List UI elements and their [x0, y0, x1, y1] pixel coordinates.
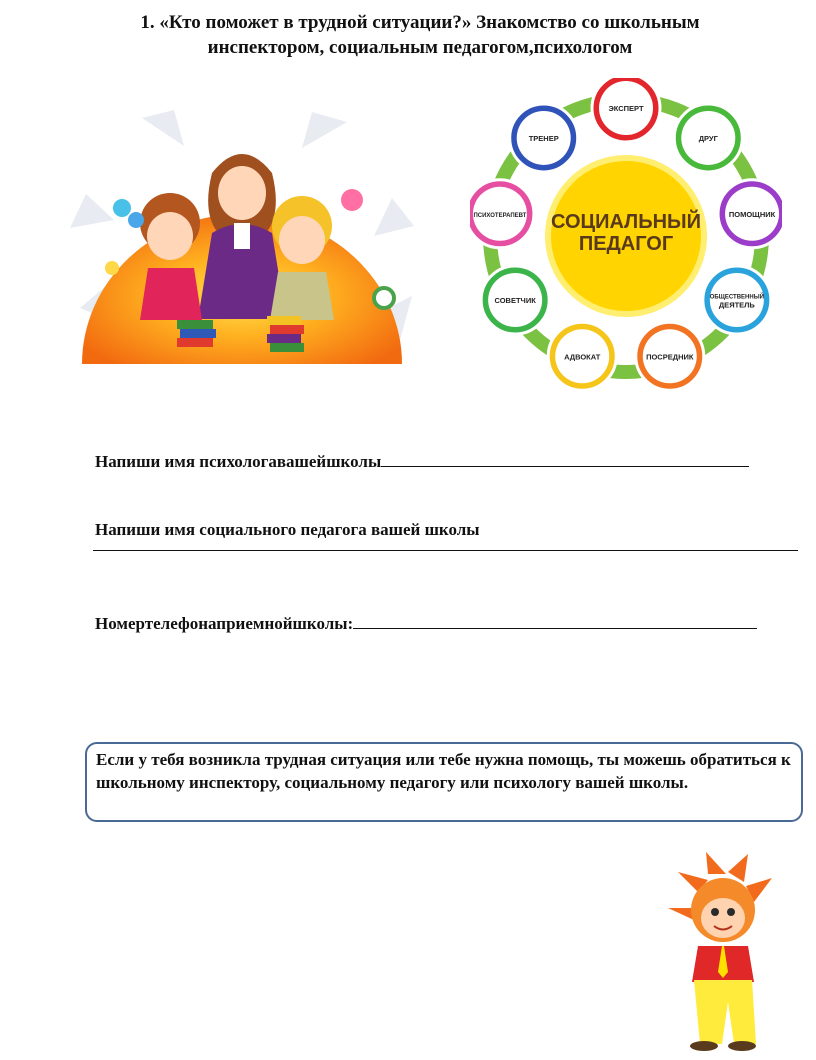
psychologist-question-label: Напиши имя психологавашейшколы — [95, 452, 382, 471]
role-label: ЭКСПЕРТ — [608, 104, 644, 113]
help-note-box: Если у тебя возникла трудная ситуация или тебе нужна помощь, ты можешь обратиться к школьному инспектору, социальному педагогу или психологу вашей школы. — [85, 742, 803, 822]
role-label: ПОМОЩНИК — [728, 209, 776, 219]
psychologist-answer-line[interactable] — [381, 452, 749, 467]
role-label: ТРЕНЕР — [528, 133, 559, 143]
role-label: ДРУГ — [698, 133, 718, 143]
role-label: АДВОКАТ — [564, 352, 601, 362]
diagram-center-line-2: ПЕДАГОГ — [578, 233, 674, 255]
title-line-1: 1. «Кто поможет в трудной ситуации?» Знакомство со школьным — [140, 12, 700, 33]
role-label: ДЕЯТЕЛЬ — [718, 300, 755, 310]
page-title — [60, 10, 780, 60]
role-label: ПОСРЕДНИК — [646, 352, 694, 362]
psychologist-question — [95, 452, 800, 472]
role-label: ПСИХОТЕРАПЕВТ — [473, 212, 527, 219]
cartoon-boy-illustration — [668, 852, 778, 1052]
role-label: СОВЕТЧИК — [494, 296, 536, 305]
social-pedagogue-answer-line[interactable] — [93, 550, 798, 551]
social-pedagogue-question: Напиши имя социального педагога вашей школы — [95, 520, 480, 539]
social-pedagogue-roles-diagram — [470, 78, 782, 390]
yellow-trousers — [694, 980, 756, 1044]
diagram-center-line-1: СОЦИАЛЬНЫЙ — [551, 211, 701, 233]
phone-answer-line[interactable] — [353, 614, 757, 629]
phone-question-label: Номертелефонаприемнойшколы: — [95, 614, 354, 633]
title-line-2: инспектором, социальным педагогом,психологом — [207, 37, 633, 58]
teacher-children-illustration — [62, 108, 422, 364]
role-label: ОБЩЕСТВЕННЫЙ — [709, 294, 764, 301]
phone-question — [95, 614, 800, 634]
